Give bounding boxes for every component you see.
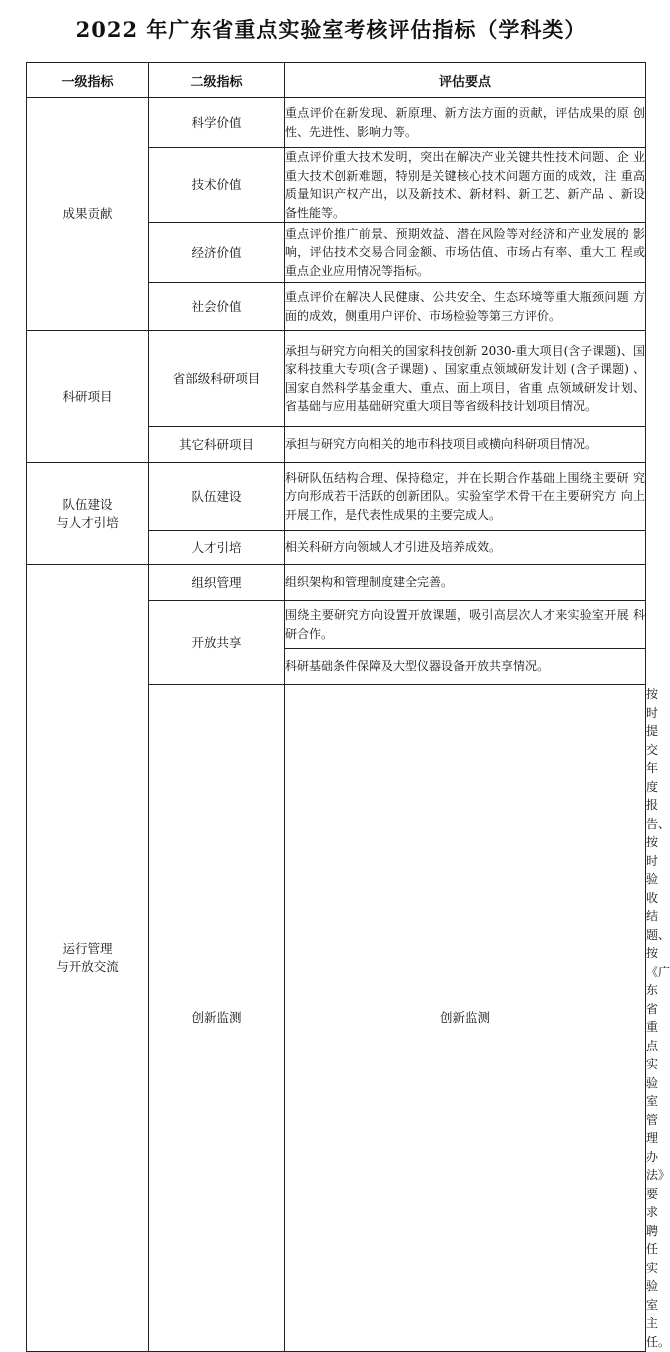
header-level1: 一级指标 xyxy=(27,63,149,98)
desc-cell: 承担与研究方向相关的国家科技创新 2030-重大项目(含子课题)、国家科技重大专项(含子课题) 、国家重点领域研发计划 (含子课题) 、国家自然科学基金重大、重点、面上项目，省重 点领域研发计划、省基础与应用基础研究重大项目等省级科技计划项目情况。 xyxy=(285,331,646,427)
desc-cell: 相关科研方向领域人才引进及培养成效。 xyxy=(285,531,646,565)
desc-cell: 重点评价在解决人民健康、公共安全、生态环境等重大瓶颈问题 方面的成效，侧重用户评价、市场检验等第三方评价。 xyxy=(285,283,646,331)
desc-cell: 围绕主要研究方向设置开放课题，吸引高层次人才来实验室开展 科研合作。 xyxy=(285,601,646,649)
desc-cell: 重点评价重大技术发明，突出在解决产业关键共性技术问题、企 业重大技术创新难题，特别是关键核心技术问题方面的成效，注 重高质量知识产权产出，以及新技术、新材料、新工艺、新产品 、新设备性能等。 xyxy=(285,148,646,223)
desc-cell: 重点评价在新发现、新原理、新方法方面的贡献，评估成果的原 创性、先进性、影响力等。 xyxy=(285,98,646,148)
level2-cell: 创新监测 xyxy=(285,685,646,1352)
level2-cell: 队伍建设 xyxy=(149,463,285,531)
table-row xyxy=(27,565,646,601)
level2-cell: 经济价值 xyxy=(149,223,285,283)
desc-cell: 重点评价推广前景、预期效益、潜在风险等对经济和产业发展的 影响，评估技术交易合同金额、市场估值、市场占有率、重大工 程或重点企业应用情况等指标。 xyxy=(285,223,646,283)
level2-cell: 科学价值 xyxy=(149,98,285,148)
header-points: 评估要点 xyxy=(285,63,646,98)
level2-cell: 人才引培 xyxy=(149,531,285,565)
level1-cell: 科研项目 xyxy=(27,331,149,463)
table-row xyxy=(27,463,646,531)
header-level2: 二级指标 xyxy=(149,63,285,98)
level1-cell: 队伍建设 与人才引培 xyxy=(27,463,149,565)
desc-cell: 科研基础条件保障及大型仪器设备开放共享情况。 xyxy=(285,649,646,685)
page-title: 2022 年广东省重点实验室考核评估指标（学科类） xyxy=(75,17,587,42)
desc-cell: 承担与研究方向相关的地市科技项目或横向科研项目情况。 xyxy=(285,427,646,463)
level2-cell: 其它科研项目 xyxy=(149,427,285,463)
level1-cell: 创新监测 xyxy=(149,685,285,1352)
level2-cell: 社会价值 xyxy=(149,283,285,331)
desc-cell: 科研队伍结构合理、保持稳定，并在长期合作基础上围绕主要研 究方向形成若干活跃的创新团队。实验室学术骨干在主要研究方 向上开展工作，是代表性成果的主要完成人。 xyxy=(285,463,646,531)
level2-cell: 省部级科研项目 xyxy=(149,331,285,427)
table-row xyxy=(27,98,646,148)
level2-cell: 技术价值 xyxy=(149,148,285,223)
level1-cell: 成果贡献 xyxy=(27,98,149,331)
table-row: 创新监测 创新监测 按时提交年度报告、按时验收结题、按《广东省重点实验室管理办法》要求聘任实验室主任。 xyxy=(27,685,646,1352)
table-header-row xyxy=(27,63,646,98)
table-row xyxy=(27,331,646,427)
level1-cell: 运行管理 与开放交流 xyxy=(27,565,149,1352)
level2-cell: 组织管理 xyxy=(149,565,285,601)
level2-cell: 开放共享 xyxy=(149,601,285,685)
evaluation-table xyxy=(26,62,670,1352)
desc-cell: 组织架构和管理制度建全完善。 xyxy=(285,565,646,601)
